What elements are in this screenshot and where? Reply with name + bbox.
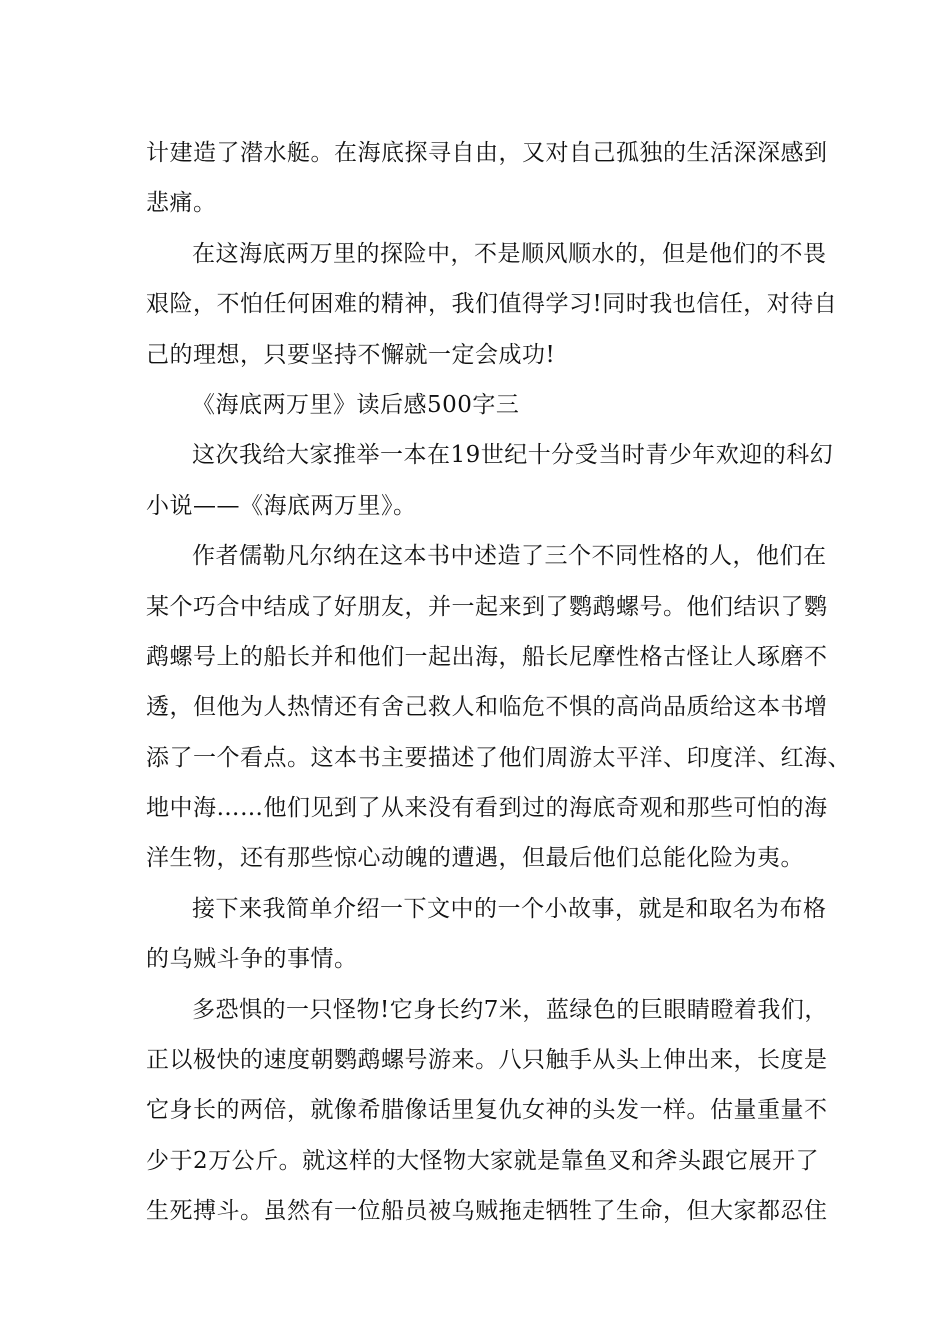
paragraph-first-line: 多恐惧的一只怪物!它身长约7米，蓝绿色的巨眼睛瞪着我们， <box>192 996 828 1023</box>
section-heading: 《海底两万里》读后感500字三 <box>192 391 520 418</box>
text-line: 地中海……他们见到了从来没有看到过的海底奇观和那些可怕的海 <box>146 795 828 822</box>
text-line: 生死搏斗。虽然有一位船员被乌贼拖走牺牲了生命，但大家都忍住 <box>146 1198 828 1225</box>
text-line: 的乌贼斗争的事情。 <box>146 946 358 973</box>
text-line: 鹉螺号上的船长并和他们一起出海，船长尼摩性格古怪让人琢磨不 <box>146 643 828 670</box>
text-line: 悲痛。 <box>146 190 217 217</box>
text-line: 小说——《海底两万里》。 <box>146 492 417 519</box>
text-line: 它身长的两倍，就像希腊像话里复仇女神的头发一样。估量重量不 <box>146 1097 828 1124</box>
text-line: 正以极快的速度朝鹦鹉螺号游来。八只触手从头上伸出来，长度是 <box>146 1047 828 1074</box>
text-line: 艰险，不怕任何困难的精神，我们值得学习!同时我也信任，对待自 <box>146 291 838 318</box>
paragraph-first-line: 接下来我简单介绍一下文中的一个小故事，就是和取名为布格 <box>192 895 827 922</box>
text-line: 洋生物，还有那些惊心动魄的遭遇，但最后他们总能化险为夷。 <box>146 845 804 872</box>
text-line: 添了一个看点。这本书主要描述了他们周游太平洋、印度洋、红海、 <box>146 744 851 771</box>
text-line: 计建造了潜水艇。在海底探寻自由，又对自己孤独的生活深深感到 <box>146 140 828 166</box>
paragraph-first-line: 在这海底两万里的探险中，不是顺风顺水的，但是他们的不畏 <box>192 240 827 267</box>
paragraph-first-line: 这次我给大家推举一本在19世纪十分受当时青少年欢迎的科幻 <box>192 442 834 469</box>
text-line: 己的理想，只要坚持不懈就一定会成功! <box>146 341 556 368</box>
paragraph-first-line: 作者儒勒凡尔纳在这本书中述造了三个不同性格的人，他们在 <box>192 543 827 570</box>
text-line: 某个巧合中结成了好朋友，并一起来到了鹦鹉螺号。他们结识了鹦 <box>146 593 828 620</box>
text-line: 透，但他为人热情还有舍己救人和临危不惧的高尚品质给这本书增 <box>146 694 828 721</box>
text-line: 少于2万公斤。就这样的大怪物大家就是靠鱼叉和斧头跟它展开了 <box>146 1147 820 1174</box>
body-text <box>146 128 851 1237</box>
